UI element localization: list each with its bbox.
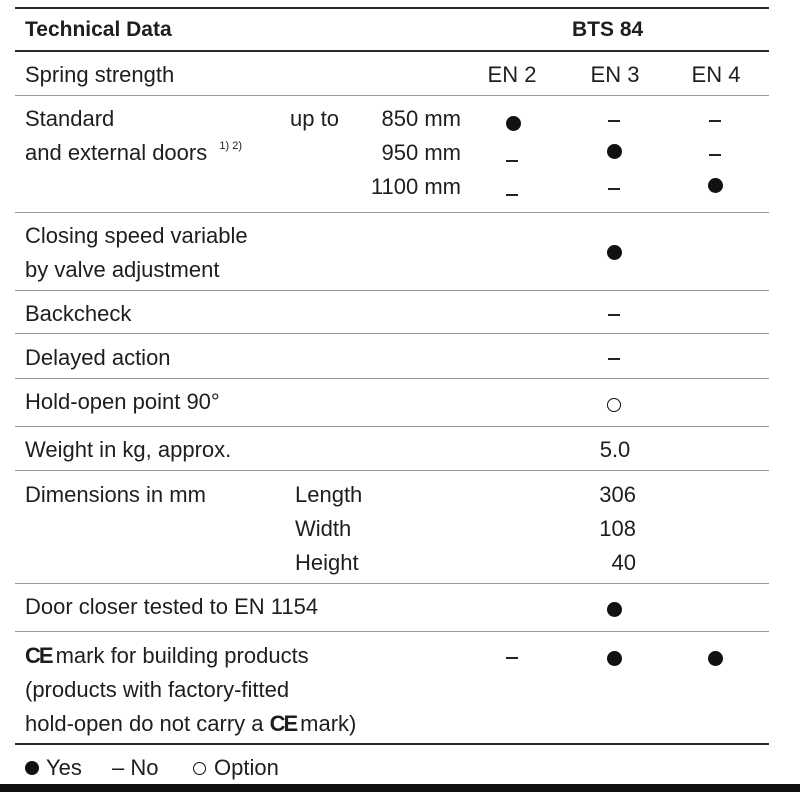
table-top-rule — [15, 7, 769, 9]
no-dash — [608, 314, 620, 316]
no-dash — [506, 194, 518, 196]
no-dash — [709, 154, 721, 156]
ce-note-text: hold-open do not carry a — [25, 711, 270, 736]
table-title: Technical Data — [25, 18, 172, 41]
row-divider — [15, 212, 769, 213]
header-rule — [15, 50, 769, 52]
option-ring — [607, 398, 621, 412]
yes-dot — [607, 651, 622, 666]
bottom-edge-bar — [0, 784, 800, 792]
closing-speed-label: Closing speed variable — [25, 223, 248, 248]
ce-mark-label — [25, 645, 309, 667]
no-dash — [608, 358, 620, 360]
dimension-name: Height — [295, 550, 359, 575]
ce-mark-note-2 — [25, 713, 356, 735]
yes-dot — [708, 178, 723, 193]
standard-label: Standard — [25, 106, 115, 131]
row-divider — [15, 378, 769, 379]
width-950: 950 mm — [381, 140, 461, 165]
dimension-value: 306 — [599, 482, 636, 507]
no-dash — [709, 120, 721, 122]
row-divider — [15, 470, 769, 471]
dimension-value: 40 — [611, 550, 636, 575]
up-to-label: up to — [290, 106, 339, 131]
col-en4: EN 4 — [691, 62, 741, 87]
table-bottom-rule — [15, 743, 769, 745]
weight-value: 5.0 — [599, 437, 631, 462]
no-dash — [608, 188, 620, 190]
legend-option-icon — [193, 762, 206, 775]
legend-yes: Yes — [46, 755, 82, 780]
ce-note-text-end: mark) — [300, 711, 357, 736]
col-en2: EN 2 — [487, 62, 537, 87]
closing-speed-label-2: by valve adjustment — [25, 257, 220, 282]
model-title: BTS 84 — [572, 18, 644, 41]
yes-dot — [708, 651, 723, 666]
ce-mark-text: mark for building products — [55, 643, 309, 668]
spring-strength-label: Spring strength — [25, 62, 175, 87]
footnote-ref: 1) 2) — [219, 139, 242, 152]
width-1100: 1100 mm — [370, 174, 461, 199]
yes-dot — [607, 602, 622, 617]
yes-dot — [506, 116, 521, 131]
no-dash — [506, 160, 518, 162]
legend-no: – No — [112, 755, 159, 780]
delayed-action-label: Delayed action — [25, 345, 171, 370]
yes-dot — [607, 245, 622, 260]
ce-mark-note: (products with factory-fitted — [25, 677, 290, 702]
no-dash — [608, 120, 620, 122]
dimension-value: 108 — [599, 516, 636, 541]
row-divider — [15, 95, 769, 96]
yes-dot — [607, 144, 622, 159]
weight-label: Weight in kg, approx. — [25, 437, 232, 462]
legend-yes-icon — [25, 761, 39, 775]
ce-mark-icon: CE — [25, 643, 52, 668]
legend-option: Option — [214, 755, 279, 780]
no-dash — [506, 657, 518, 659]
external-doors-label — [25, 139, 242, 165]
col-en3: EN 3 — [590, 62, 640, 87]
row-divider — [15, 333, 769, 334]
row-divider — [15, 583, 769, 584]
external-doors-text: and external doors — [25, 140, 208, 165]
tested-label: Door closer tested to EN 1154 — [25, 594, 319, 619]
row-divider — [15, 290, 769, 291]
hold-open-label: Hold-open point 90° — [25, 389, 220, 414]
dimension-name: Width — [295, 516, 352, 541]
row-divider — [15, 426, 769, 427]
width-850: 850 mm — [381, 106, 461, 131]
row-divider — [15, 631, 769, 632]
backcheck-label: Backcheck — [25, 301, 132, 326]
dimensions-label: Dimensions in mm — [25, 482, 206, 507]
dimension-name: Length — [295, 482, 363, 507]
ce-mark-icon: CE — [269, 711, 297, 736]
